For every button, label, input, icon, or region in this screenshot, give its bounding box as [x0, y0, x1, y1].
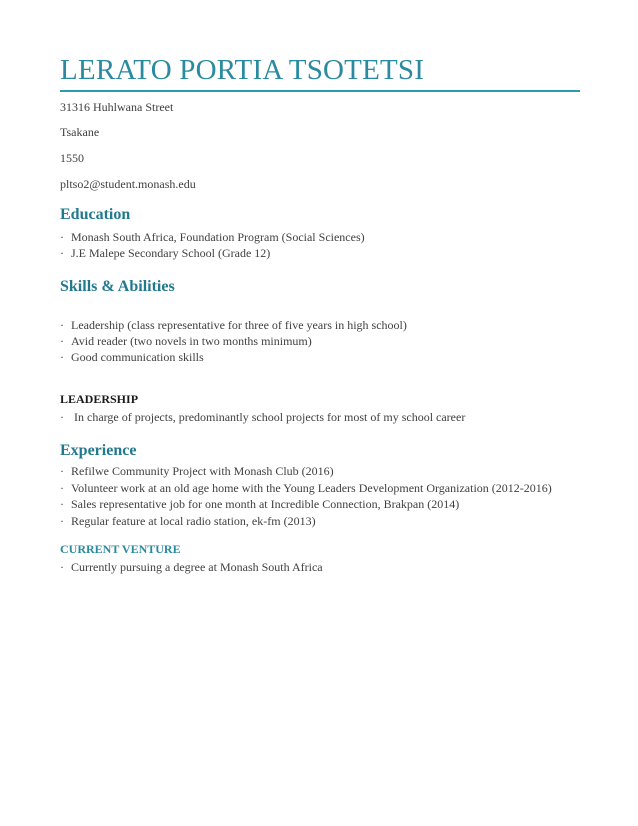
skills-item: · Leadership (class representative for three of five years in high school): [60, 318, 407, 332]
bullet-dot: ·: [60, 246, 64, 260]
bullet-dot: ·: [60, 334, 64, 348]
contact-town: Tsakane: [60, 125, 100, 139]
bullet-dot: ·: [60, 318, 64, 332]
name-divider: [60, 90, 580, 92]
leadership-item: · In charge of projects, predominantly school projects for most of my school career: [60, 410, 466, 424]
leadership-heading: LEADERSHIP: [60, 392, 139, 406]
bullet-dot: ·: [60, 514, 64, 528]
contact-code: 1550: [60, 151, 84, 165]
experience-item: · Regular feature at local radio station, ek-fm (2013): [60, 514, 316, 528]
bullet-dot: ·: [60, 230, 64, 244]
bullet-dot: ·: [60, 481, 64, 495]
bullet-dot: ·: [60, 464, 64, 478]
experience-item: · Refilwe Community Project with Monash Club (2016): [60, 464, 334, 478]
bullet-dot: ·: [60, 410, 64, 424]
education-heading: Education: [60, 206, 131, 223]
venture-heading: CURRENT VENTURE: [60, 542, 181, 556]
experience-heading: Experience: [60, 442, 137, 459]
experience-item: · Sales representative job for one month at Incredible Connection, Brakpan (2014): [60, 497, 460, 511]
skills-item: · Avid reader (two novels in two months minimum): [60, 334, 312, 348]
experience-item: · Volunteer work at an old age home with the Young Leaders Development Organization (2012-2016): [60, 481, 552, 495]
bullet-dot: ·: [60, 497, 64, 511]
bullet-dot: ·: [60, 560, 64, 574]
resume-name: LERATO PORTIA TSOTETSI: [60, 54, 425, 86]
education-item: · J.E Malepe Secondary School (Grade 12): [60, 246, 271, 260]
contact-email: pltso2@student.monash.edu: [60, 177, 196, 191]
contact-street: 31316 Huhlwana Street: [60, 100, 174, 114]
venture-item: · Currently pursuing a degree at Monash South Africa: [60, 560, 323, 574]
education-item: · Monash South Africa, Foundation Program (Social Sciences): [60, 230, 365, 244]
skills-item: · Good communication skills: [60, 350, 204, 364]
skills-heading: Skills & Abilities: [60, 278, 175, 295]
bullet-dot: ·: [60, 350, 64, 364]
